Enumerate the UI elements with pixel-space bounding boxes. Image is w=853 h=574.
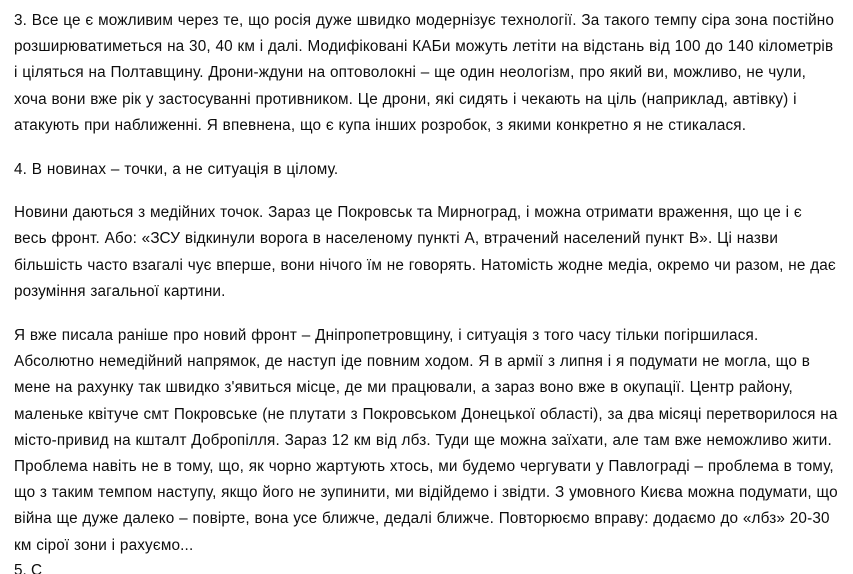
clipped-next-paragraph	[14, 560, 839, 574]
paragraph-dnipropetrovshchyna: Я вже писала раніше про новий фронт – Дніпропетровщину, і ситуація з того часу тільки погіршилася. Абсолютно немедійний напрямок, де наступ іде повним ходом. Я в армії з липня і я подумати не могла, що в мене на рахунку так швидко з'явиться місце, де ми працювали, а зараз воно вже в окупації. Центр району, маленьке квітуче смт Покровське (не плутати з Покровськом Донецької області), за два місяці перетворилося на місто-привид на кшталт Добропілля. Зараз 12 км від лбз. Туди ще можна заїхати, але там вже неможливо жити. Проблема навіть не в тому, що, як чорно жартують хтось, ми будемо чергувати у Павлограді – проблема в тому, що з таким темпом наступу, якщо його не зупинити, ми відійдемо і звідти. З умовного Києва можна подумати, що війна ще дуже далеко – повірте, вона усе ближче, дедалі ближче. Повторюємо вправу: додаємо до «лбз» 20-30 км сірої зони і рахуємо...	[14, 327, 838, 554]
paragraph-3: 3. Все це є можливим через те, що росія дуже швидко модернізує технології. За такого темпу сіра зона постійно розширюватиметься на 30, 40 км і далі. Модифіковані КАБи можуть летіти на відстань від 100 до 140 кілометрів і ціляться на Полтавщину. Дрони-ждуни на оптоволокні – ще один неологізм, про який ви, можливо, не чули, хоча вони вже рік у застосуванні противником. Це дрони, які сидять і чекають на ціль (наприклад, автівку) і атакують при наближенні. Я впевнена, що є купа інших розробок, з якими конкретно я не стикалася.	[14, 12, 835, 134]
paragraph-heading-4: 4. В новинах – точки, а не ситуація в цілому.	[14, 161, 339, 179]
clipped-next-paragraph-text: 5. С	[14, 562, 43, 574]
paragraph-news-points: Новини даються з медійних точок. Зараз це Покровськ та Мирноград, і можна отримати враження, що це і є весь фронт. Або: «ЗСУ відкинули ворога в населеному пункті А, втрачений населений пункт В». Ці назви більшість часто взагалі чує вперше, вони нічого їм не говорять. Натомість жодне медіа, окремо чи разом, не дає розуміння загальної картини.	[14, 204, 836, 300]
